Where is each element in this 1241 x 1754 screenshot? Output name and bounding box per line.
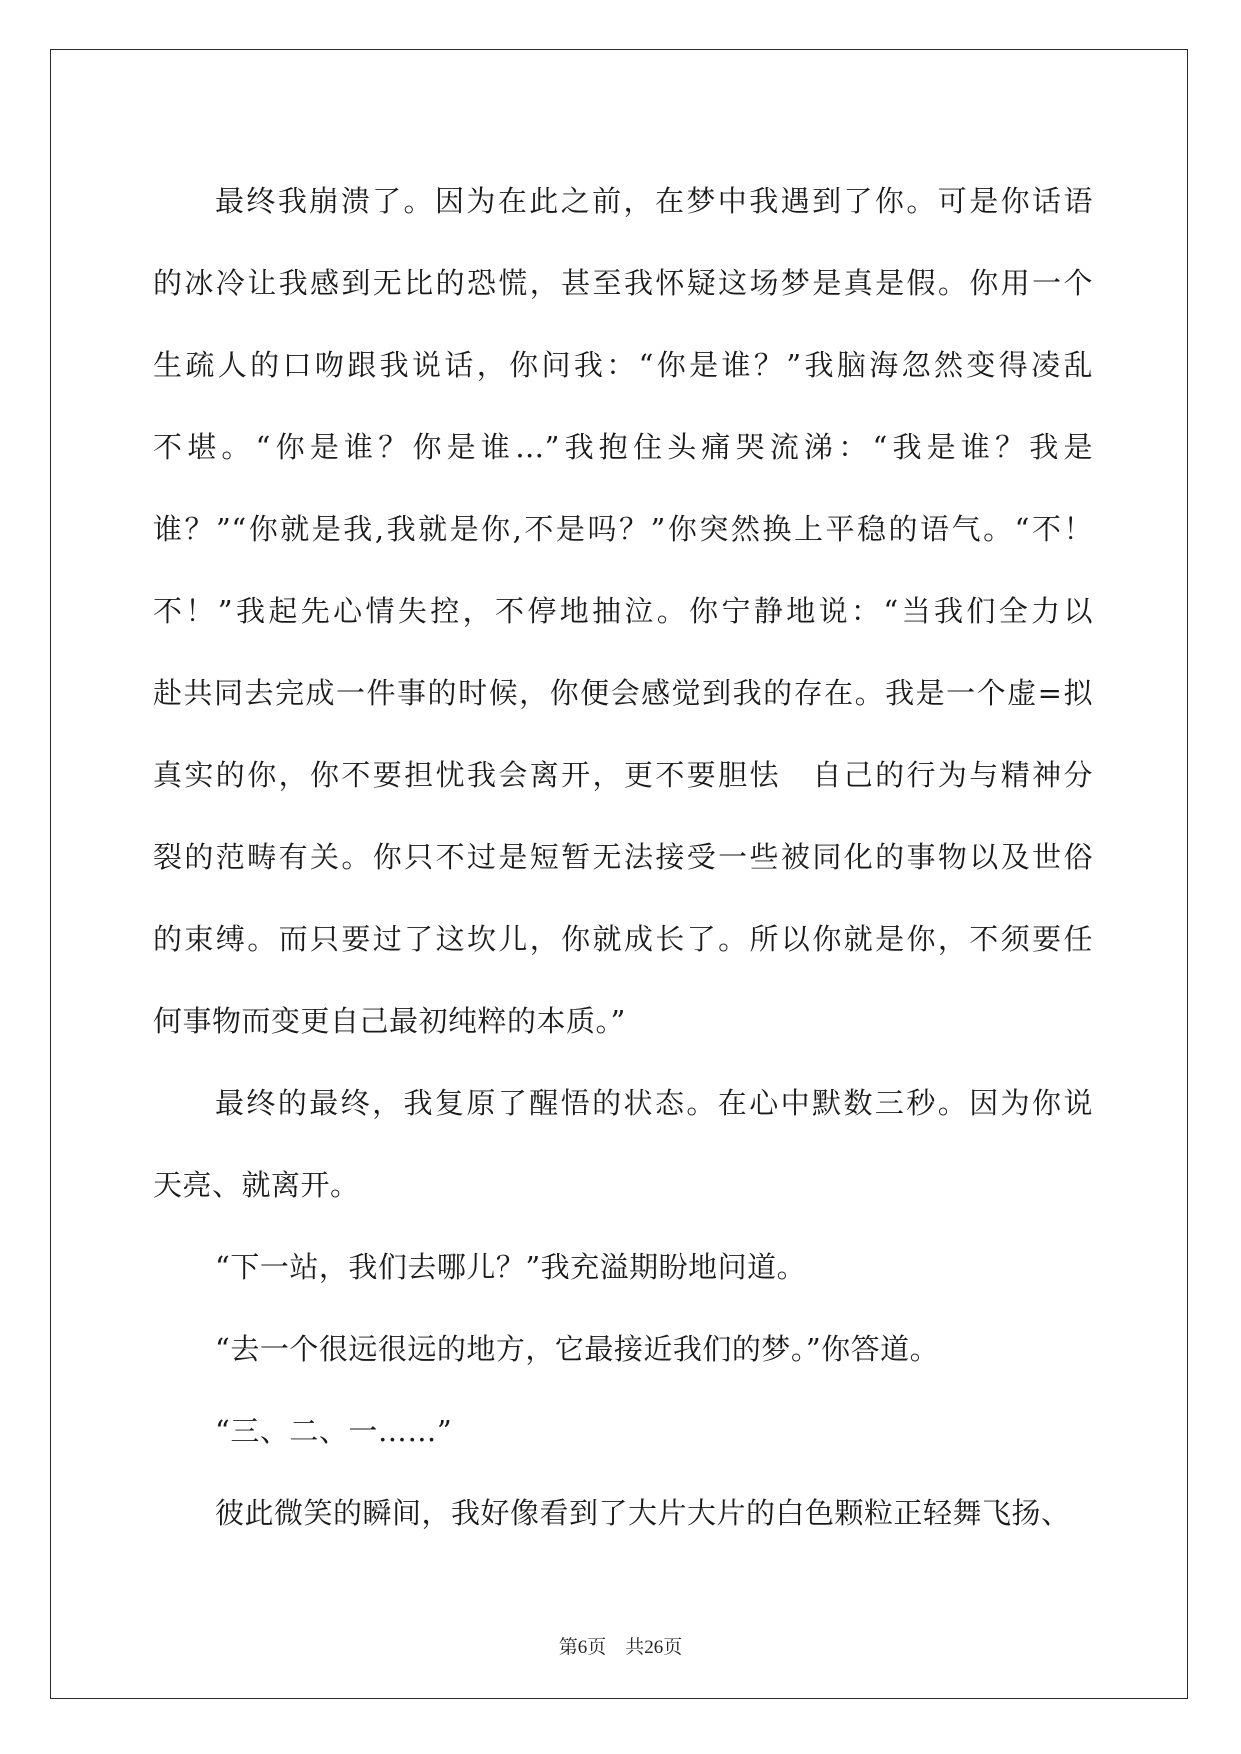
text-line: 不堪。“你是谁？你是谁…”我抱住头痛哭流涕：“我是谁？我是 bbox=[153, 430, 1093, 464]
text-line: 裂的范畴有关。你只不过是短暂无法接受一些被同化的事物以及世俗 bbox=[153, 840, 1093, 874]
paragraph-5 bbox=[153, 1390, 1093, 1472]
text-line: “去一个很远很远的地方，它最接近我们的梦。”你答道。 bbox=[215, 1332, 940, 1366]
text-line: 最终的最终，我复原了醒悟的状态。在心中默数三秒。因为你说 bbox=[215, 1086, 1093, 1120]
text-line: 不！”我起先心情失控，不停地抽泣。你宁静地说：“当我们全力以 bbox=[153, 594, 1093, 628]
text-line: 最终我崩溃了。因为在此之前，在梦中我遇到了你。可是你话语 bbox=[215, 184, 1093, 218]
paragraph-6 bbox=[153, 1472, 1093, 1554]
text-line: 生疏人的口吻跟我说话，你问我：“你是谁？”我脑海忽然变得凌乱 bbox=[153, 348, 1093, 382]
paragraph-1 bbox=[153, 160, 1093, 1062]
page-number-label: 第6页 共26页 bbox=[558, 1637, 683, 1658]
paragraph-3 bbox=[153, 1226, 1093, 1308]
text-line: “三、二、一……” bbox=[215, 1414, 453, 1448]
text-line: 谁？”“你就是我,我就是你,不是吗？”你突然换上平稳的语气。“不！ bbox=[153, 512, 1093, 546]
text-line: 何事物而变更自己最初纯粹的本质。” bbox=[153, 1004, 626, 1038]
page-footer bbox=[0, 1632, 1241, 1659]
text-line: 天亮、就离开。 bbox=[153, 1168, 360, 1202]
paragraph-4 bbox=[153, 1308, 1093, 1390]
text-line: “下一站，我们去哪儿？”我充溢期盼地问道。 bbox=[215, 1250, 807, 1284]
text-line: 的冰冷让我感到无比的恐慌，甚至我怀疑这场梦是真是假。你用一个 bbox=[153, 266, 1093, 300]
text-line: 彼此微笑的瞬间，我好像看到了大片大片的白色颗粒正轻舞飞扬、 bbox=[215, 1496, 1071, 1530]
text-line: 的束缚。而只要过了这坎儿，你就成长了。所以你就是你，不须要任 bbox=[153, 922, 1093, 956]
paragraph-2 bbox=[153, 1062, 1093, 1226]
text-line: 赴共同去完成一件事的时候，你便会感觉到我的存在。我是一个虚=拟 bbox=[153, 676, 1093, 710]
text-line: 真实的你，你不要担忧我会离开，更不要胆怯 自己的行为与精神分 bbox=[153, 758, 1093, 792]
document-body bbox=[153, 160, 1093, 1554]
